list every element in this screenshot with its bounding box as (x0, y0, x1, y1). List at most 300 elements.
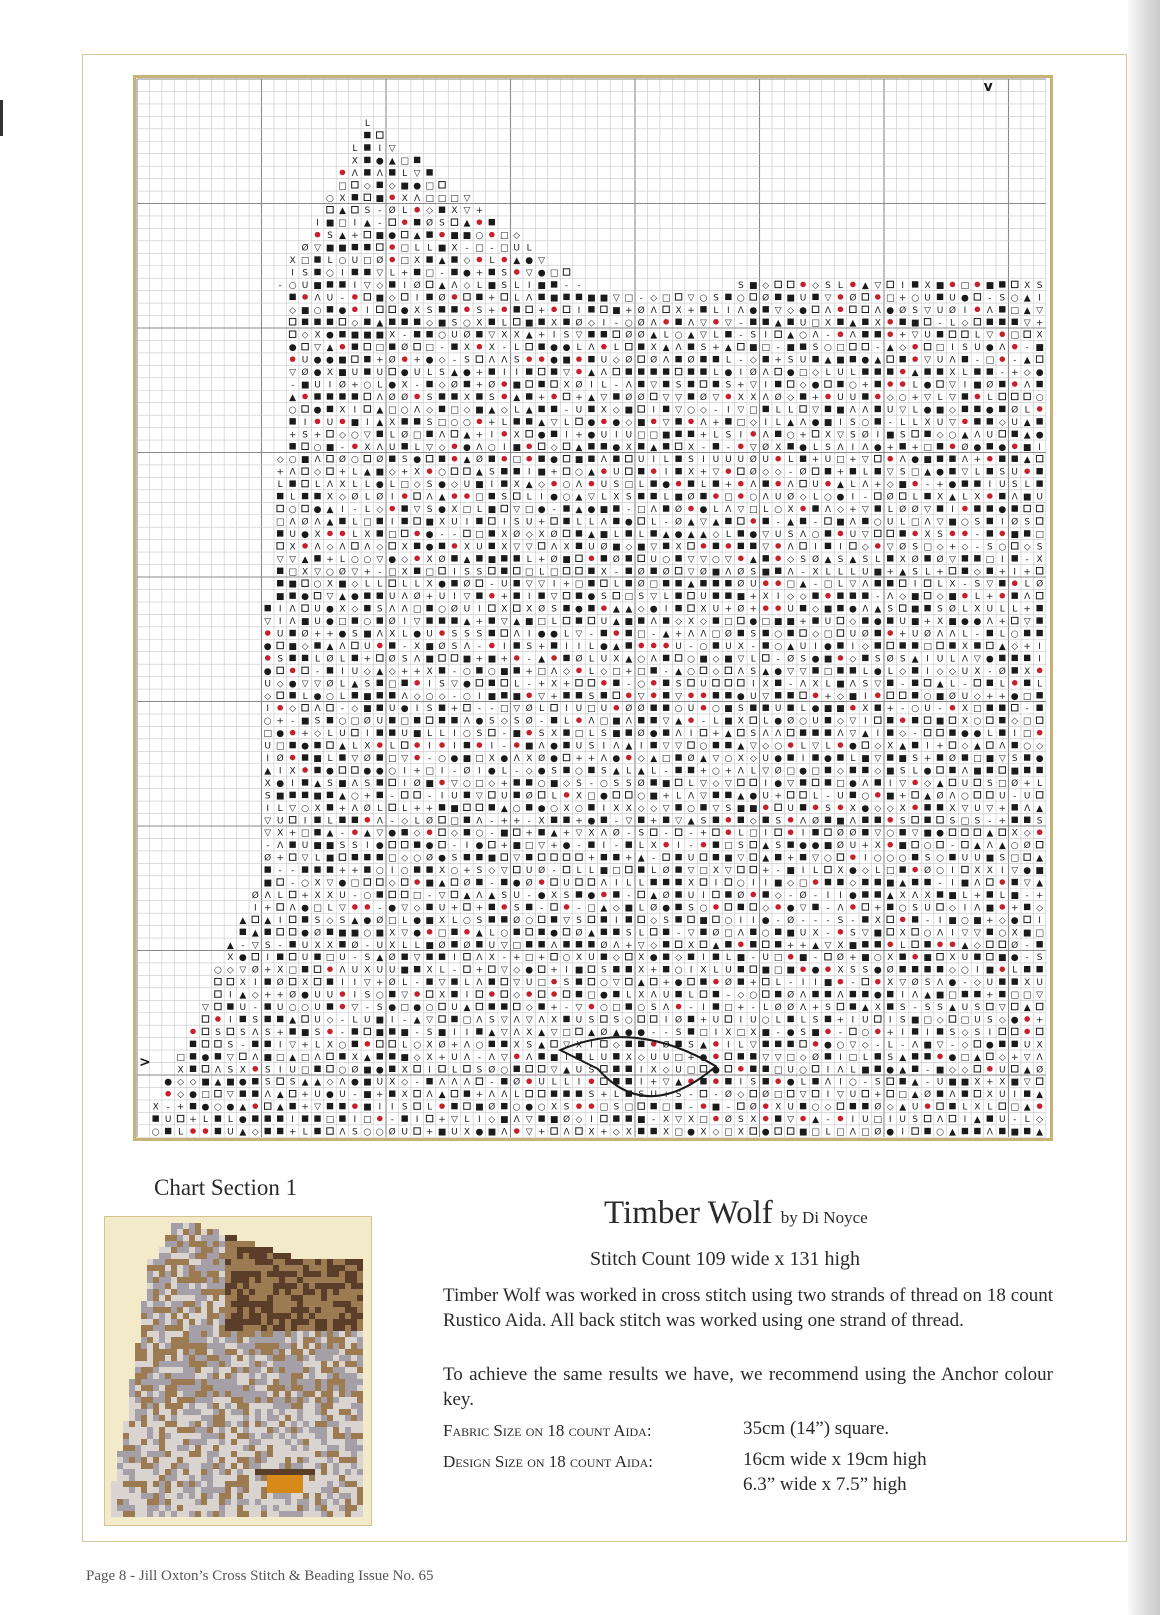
svg-text:Ø: Ø (899, 305, 906, 316)
svg-text:◇: ◇ (874, 804, 881, 814)
svg-text:◇: ◇ (800, 1053, 807, 1063)
svg-text:▽: ▽ (899, 779, 906, 789)
svg-text:●: ● (861, 804, 869, 814)
svg-text:-: - (689, 1090, 692, 1100)
svg-text:●: ● (438, 480, 446, 490)
svg-text:-: - (1026, 555, 1029, 565)
svg-text:-: - (627, 829, 630, 839)
svg-text:○: ○ (563, 480, 571, 490)
svg-text:L: L (639, 530, 644, 540)
svg-text:□: □ (849, 1053, 858, 1063)
svg-text:L: L (327, 729, 332, 739)
svg-text:L: L (352, 144, 357, 154)
svg-text:L: L (402, 206, 407, 216)
svg-text:U: U (376, 717, 383, 727)
svg-text:●: ● (936, 829, 944, 839)
svg-text:Ø: Ø (638, 566, 645, 577)
svg-text:S: S (651, 1003, 657, 1013)
svg-text:▽: ▽ (351, 1003, 358, 1013)
svg-text:Ø: Ø (1011, 404, 1018, 415)
svg-text:■: ■ (363, 331, 372, 341)
svg-text:▽: ▽ (401, 903, 408, 913)
svg-text:○: ○ (363, 617, 371, 627)
svg-text:-: - (814, 517, 817, 527)
svg-text:L: L (825, 567, 830, 577)
svg-text:U: U (999, 1090, 1006, 1100)
svg-text:X: X (700, 1128, 706, 1138)
svg-text:▲: ▲ (613, 617, 620, 627)
svg-text:+: + (588, 854, 596, 864)
svg-text:U: U (862, 1115, 869, 1125)
svg-text:S: S (352, 841, 358, 851)
svg-text:I: I (603, 318, 606, 328)
svg-text:-: - (689, 1003, 692, 1013)
svg-text:Ø: Ø (787, 1002, 794, 1013)
svg-text:S: S (950, 1028, 956, 1038)
svg-text:S: S (489, 1015, 495, 1025)
svg-text:▲: ▲ (986, 829, 993, 839)
svg-text:+: + (986, 692, 994, 702)
svg-text:□: □ (699, 1115, 708, 1125)
svg-text:U: U (513, 244, 520, 254)
svg-text:L: L (1025, 1115, 1030, 1125)
svg-text:Ø: Ø (675, 1014, 682, 1025)
svg-text:■: ■ (301, 306, 310, 316)
svg-text:Λ: Λ (962, 455, 969, 465)
svg-text:●: ● (836, 493, 844, 503)
svg-text:■: ■ (911, 592, 920, 602)
svg-text:Ø: Ø (389, 977, 396, 988)
svg-text:□: □ (724, 1003, 733, 1013)
svg-text:■: ■ (338, 928, 347, 938)
svg-text:-: - (627, 891, 630, 901)
svg-text:S: S (900, 1015, 906, 1025)
svg-text:▲: ▲ (737, 791, 744, 801)
svg-text:U: U (601, 356, 608, 366)
svg-text:-: - (789, 679, 792, 689)
svg-text:L: L (315, 854, 320, 864)
svg-text:X: X (576, 953, 582, 963)
svg-text:◇: ◇ (974, 978, 981, 988)
svg-text:L: L (987, 393, 992, 403)
svg-text:◇: ◇ (887, 804, 894, 814)
svg-text:S: S (564, 331, 570, 341)
svg-text:▲: ▲ (476, 468, 483, 478)
svg-text:○: ○ (500, 1065, 508, 1075)
svg-text:●: ● (426, 841, 434, 851)
svg-text:○: ○ (998, 542, 1006, 552)
svg-text:▽: ▽ (414, 617, 421, 627)
svg-text:+: + (426, 592, 434, 602)
svg-text:▽: ▽ (389, 144, 396, 154)
svg-text:■: ■ (761, 966, 770, 976)
svg-text:-: - (777, 916, 780, 926)
svg-text:●: ● (949, 1053, 957, 1063)
svg-text:□: □ (301, 829, 310, 839)
svg-text:S: S (589, 1090, 595, 1100)
svg-text:-: - (615, 816, 618, 826)
svg-text:Λ: Λ (688, 318, 695, 328)
svg-text:U: U (264, 679, 271, 689)
svg-text:Ø: Ø (451, 604, 458, 615)
svg-text:▲: ▲ (538, 418, 545, 428)
svg-text:S: S (265, 941, 271, 951)
svg-text:L: L (701, 480, 706, 490)
svg-text:○: ○ (936, 854, 944, 864)
svg-text:L: L (327, 754, 332, 764)
svg-text:Λ: Λ (514, 754, 521, 764)
svg-text:S: S (676, 1090, 682, 1100)
svg-text:□: □ (973, 704, 982, 714)
svg-text:■: ■ (326, 443, 335, 453)
svg-text:I: I (951, 505, 954, 515)
svg-text:●: ● (737, 692, 745, 702)
svg-text:X: X (439, 866, 445, 876)
svg-text:○: ○ (525, 916, 533, 926)
svg-text:□: □ (338, 617, 347, 627)
svg-text:▲: ▲ (899, 742, 906, 752)
svg-text:■: ■ (351, 928, 360, 938)
svg-text:I: I (578, 642, 581, 652)
svg-text:●: ● (812, 966, 820, 976)
svg-text:-: - (652, 1028, 655, 1038)
svg-text:Ø: Ø (613, 554, 620, 565)
svg-text:-: - (465, 244, 468, 254)
svg-text:S: S (999, 293, 1005, 303)
svg-text:U: U (327, 991, 334, 1001)
svg-text:■: ■ (438, 244, 447, 254)
svg-text:L: L (427, 368, 432, 378)
svg-text:-: - (665, 766, 668, 776)
svg-text:▽: ▽ (439, 891, 446, 901)
svg-text:Λ: Λ (464, 717, 471, 727)
svg-text:S: S (427, 704, 433, 714)
svg-text:◇: ◇ (924, 779, 931, 789)
svg-text:L: L (290, 493, 295, 503)
svg-text:L: L (402, 941, 407, 951)
svg-text:■: ■ (488, 281, 497, 291)
svg-text:S: S (1037, 953, 1043, 963)
svg-text:+: + (401, 268, 409, 278)
svg-text:+: + (413, 667, 421, 677)
svg-text:X: X (688, 443, 694, 453)
svg-text:S: S (1024, 517, 1030, 527)
svg-text:U: U (601, 480, 608, 490)
svg-text:S: S (439, 679, 445, 689)
svg-text:U: U (352, 256, 359, 266)
svg-text:◇: ◇ (588, 318, 595, 328)
svg-text:■: ■ (637, 1115, 646, 1125)
svg-text:Λ: Λ (825, 505, 832, 515)
svg-text:L: L (900, 517, 905, 527)
svg-text:◇: ◇ (401, 854, 408, 864)
svg-text:▽: ▽ (663, 742, 670, 752)
svg-text:■: ■ (550, 1053, 559, 1063)
svg-text:▲: ▲ (364, 468, 371, 478)
svg-text:▲: ▲ (1036, 879, 1043, 889)
svg-text:-: - (938, 704, 941, 714)
svg-text:Ø: Ø (513, 915, 520, 926)
svg-text:-: - (590, 630, 593, 640)
svg-text:L: L (614, 343, 619, 353)
svg-text:▲: ▲ (538, 1040, 545, 1050)
svg-text:-: - (652, 1115, 655, 1125)
svg-text:■: ■ (836, 517, 845, 527)
svg-text:+: + (588, 754, 596, 764)
svg-text:□: □ (625, 1103, 634, 1113)
svg-text:Λ: Λ (651, 318, 658, 328)
svg-text:-: - (963, 679, 966, 689)
svg-text:□: □ (961, 1015, 970, 1025)
svg-text:■: ■ (525, 318, 534, 328)
svg-text:●: ● (451, 754, 459, 764)
svg-text:Ø: Ø (812, 815, 819, 826)
svg-text:+: + (376, 356, 384, 366)
svg-text:+: + (550, 966, 558, 976)
svg-text:S: S (613, 779, 619, 789)
svg-text:◇: ◇ (563, 667, 570, 677)
svg-text:●: ● (1011, 953, 1019, 963)
svg-text:-: - (254, 1003, 257, 1013)
svg-text:▽: ▽ (663, 717, 670, 727)
svg-text:Ø: Ø (800, 890, 807, 901)
svg-text:▽: ▽ (314, 343, 321, 353)
svg-text:▲: ▲ (961, 430, 968, 440)
svg-text:+: + (501, 654, 509, 664)
svg-text:+: + (936, 480, 944, 490)
svg-text:○: ○ (289, 1003, 297, 1013)
svg-text:▲: ▲ (588, 393, 595, 403)
svg-text:■: ■ (973, 381, 982, 391)
svg-text:U: U (850, 393, 857, 403)
svg-text:Ø: Ø (775, 1002, 782, 1013)
svg-text:Ø: Ø (364, 753, 371, 764)
svg-text:▽: ▽ (874, 754, 881, 764)
svg-text:□: □ (525, 567, 534, 577)
svg-text:Λ: Λ (489, 356, 496, 366)
svg-text:-: - (391, 791, 394, 801)
svg-text:▲: ▲ (513, 256, 520, 266)
svg-text:▽: ▽ (463, 194, 470, 204)
svg-text:●: ● (849, 891, 857, 901)
svg-text:L: L (203, 1115, 208, 1125)
svg-text:+: + (476, 966, 484, 976)
svg-text:●: ● (1023, 866, 1031, 876)
svg-text:◇: ◇ (762, 742, 769, 752)
svg-text:○: ○ (799, 717, 807, 727)
svg-text:○: ○ (799, 1065, 807, 1075)
svg-text:X: X (339, 405, 345, 415)
svg-text:▲: ▲ (912, 1078, 919, 1088)
svg-text:▲: ▲ (439, 256, 446, 266)
svg-text:▽: ▽ (812, 405, 819, 415)
svg-text:○: ○ (774, 742, 782, 752)
svg-text:◇: ◇ (526, 530, 533, 540)
svg-text:◇: ◇ (351, 580, 358, 590)
svg-text:U: U (650, 555, 657, 565)
svg-text:Λ: Λ (626, 381, 633, 391)
svg-text:○: ○ (625, 318, 633, 328)
svg-text:●: ● (314, 356, 322, 366)
svg-text:S: S (265, 791, 271, 801)
svg-text:Λ: Λ (937, 928, 944, 938)
svg-text:Ø: Ø (762, 292, 769, 303)
svg-text:▲: ▲ (1036, 1090, 1043, 1100)
svg-text:L: L (651, 517, 656, 527)
svg-text:U: U (339, 953, 346, 963)
svg-text:X: X (588, 1128, 594, 1138)
svg-text:◇: ◇ (887, 1103, 894, 1113)
svg-text:▲: ▲ (712, 941, 719, 951)
svg-text:L: L (1037, 679, 1042, 689)
svg-text:●: ● (326, 356, 334, 366)
svg-text:■: ■ (699, 916, 708, 926)
svg-text:-: - (976, 356, 979, 366)
svg-text:□: □ (388, 530, 397, 540)
svg-text:-: - (453, 841, 456, 851)
svg-text:+: + (401, 667, 409, 677)
svg-text:I: I (814, 642, 817, 652)
svg-text:■: ■ (600, 293, 609, 303)
svg-text:-: - (1026, 953, 1029, 963)
svg-text:▽: ▽ (912, 829, 919, 839)
svg-text:Λ: Λ (414, 654, 421, 664)
svg-text:-: - (403, 642, 406, 652)
svg-text:X: X (526, 754, 532, 764)
svg-text:-: - (988, 816, 991, 826)
svg-text:-: - (440, 343, 443, 353)
svg-text:□: □ (600, 717, 609, 727)
svg-text:□: □ (475, 244, 484, 254)
svg-text:▽: ▽ (576, 1003, 583, 1013)
svg-text:-: - (353, 1090, 356, 1100)
svg-text:▲: ▲ (974, 1053, 981, 1063)
svg-text:▽: ▽ (762, 766, 769, 776)
svg-text:L: L (564, 717, 569, 727)
svg-text:+: + (750, 978, 758, 988)
svg-text:◇: ◇ (949, 966, 956, 976)
svg-text:X: X (240, 978, 246, 988)
svg-text:U: U (850, 841, 857, 851)
svg-text:▽: ▽ (401, 928, 408, 938)
svg-text:Ø: Ø (787, 653, 794, 664)
svg-text:S: S (427, 480, 433, 490)
svg-text:+: + (550, 468, 558, 478)
svg-text:Λ: Λ (962, 766, 969, 776)
svg-text:□: □ (525, 953, 534, 963)
svg-text:L: L (352, 742, 357, 752)
svg-text:S: S (551, 766, 557, 776)
svg-text:Ø: Ø (575, 653, 582, 664)
svg-text:●: ● (338, 306, 346, 316)
svg-text:□: □ (898, 1090, 907, 1100)
svg-text:+: + (538, 517, 546, 527)
svg-text:Λ: Λ (663, 1003, 670, 1013)
svg-text:Λ: Λ (738, 667, 745, 677)
svg-text:I: I (391, 493, 394, 503)
svg-text:□: □ (637, 630, 646, 640)
svg-text:I: I (727, 405, 730, 415)
svg-text:◇: ◇ (625, 418, 632, 428)
svg-text:●: ● (799, 766, 807, 776)
svg-text:S: S (240, 1028, 246, 1038)
svg-text:I: I (715, 1028, 718, 1038)
svg-text:S: S (912, 542, 918, 552)
svg-text:Λ: Λ (290, 617, 297, 627)
svg-text:-: - (416, 1078, 419, 1088)
svg-text:I: I (852, 642, 855, 652)
svg-text:▽: ▽ (924, 356, 931, 366)
svg-text:◇: ◇ (389, 181, 396, 191)
svg-text:▽: ▽ (314, 1103, 321, 1113)
svg-text:L: L (713, 368, 718, 378)
svg-text:L: L (726, 953, 731, 963)
svg-text:●: ● (363, 766, 371, 776)
svg-text:I: I (254, 903, 257, 913)
svg-text:▲: ▲ (800, 580, 807, 590)
svg-text:L: L (1000, 679, 1005, 689)
svg-text:□: □ (662, 754, 671, 764)
svg-text:●: ● (1011, 916, 1019, 926)
svg-text:◇: ◇ (899, 343, 906, 353)
svg-text:-: - (353, 891, 356, 901)
svg-text:I: I (702, 1003, 705, 1013)
svg-text:■: ■ (537, 281, 546, 291)
svg-text:○: ○ (998, 928, 1006, 938)
svg-text:+: + (986, 592, 994, 602)
svg-text:■: ■ (326, 219, 335, 229)
svg-text:▽: ▽ (750, 381, 757, 391)
svg-text:▽: ▽ (712, 393, 719, 403)
svg-text:□: □ (338, 219, 347, 229)
svg-text:I: I (478, 692, 481, 702)
svg-text:S: S (975, 580, 981, 590)
svg-text:I: I (329, 381, 332, 391)
svg-text:▽: ▽ (376, 829, 383, 839)
svg-text:X: X (812, 679, 818, 689)
svg-text:▽: ▽ (849, 729, 856, 739)
svg-text:●: ● (538, 505, 546, 515)
svg-text:I: I (279, 605, 282, 615)
svg-text:L: L (377, 580, 382, 590)
svg-text:X: X (514, 430, 520, 440)
svg-text:U: U (601, 1053, 608, 1063)
svg-text:■: ■ (301, 455, 310, 465)
svg-text:▲: ▲ (1024, 293, 1031, 303)
svg-text:S: S (900, 430, 906, 440)
svg-text:Ø: Ø (551, 529, 558, 540)
svg-text:Λ: Λ (364, 542, 371, 552)
svg-text:●: ● (189, 1090, 197, 1100)
svg-text:Λ: Λ (837, 1065, 844, 1075)
svg-text:-: - (279, 941, 282, 951)
svg-text:○: ○ (886, 854, 894, 864)
svg-text:L: L (664, 592, 669, 602)
svg-text:+: + (301, 1103, 309, 1113)
svg-text:■: ■ (450, 804, 459, 814)
svg-text:○: ○ (749, 493, 757, 503)
svg-text:I: I (1038, 443, 1041, 453)
svg-text:S: S (838, 916, 844, 926)
svg-text:L: L (788, 455, 793, 465)
svg-text:U: U (962, 953, 969, 963)
svg-text:▽: ▽ (414, 169, 421, 179)
svg-text:Λ: Λ (912, 991, 919, 1001)
svg-text:▽: ▽ (663, 418, 670, 428)
svg-text:□: □ (176, 1053, 185, 1063)
svg-text:□: □ (338, 181, 347, 191)
svg-text:U: U (376, 966, 383, 976)
